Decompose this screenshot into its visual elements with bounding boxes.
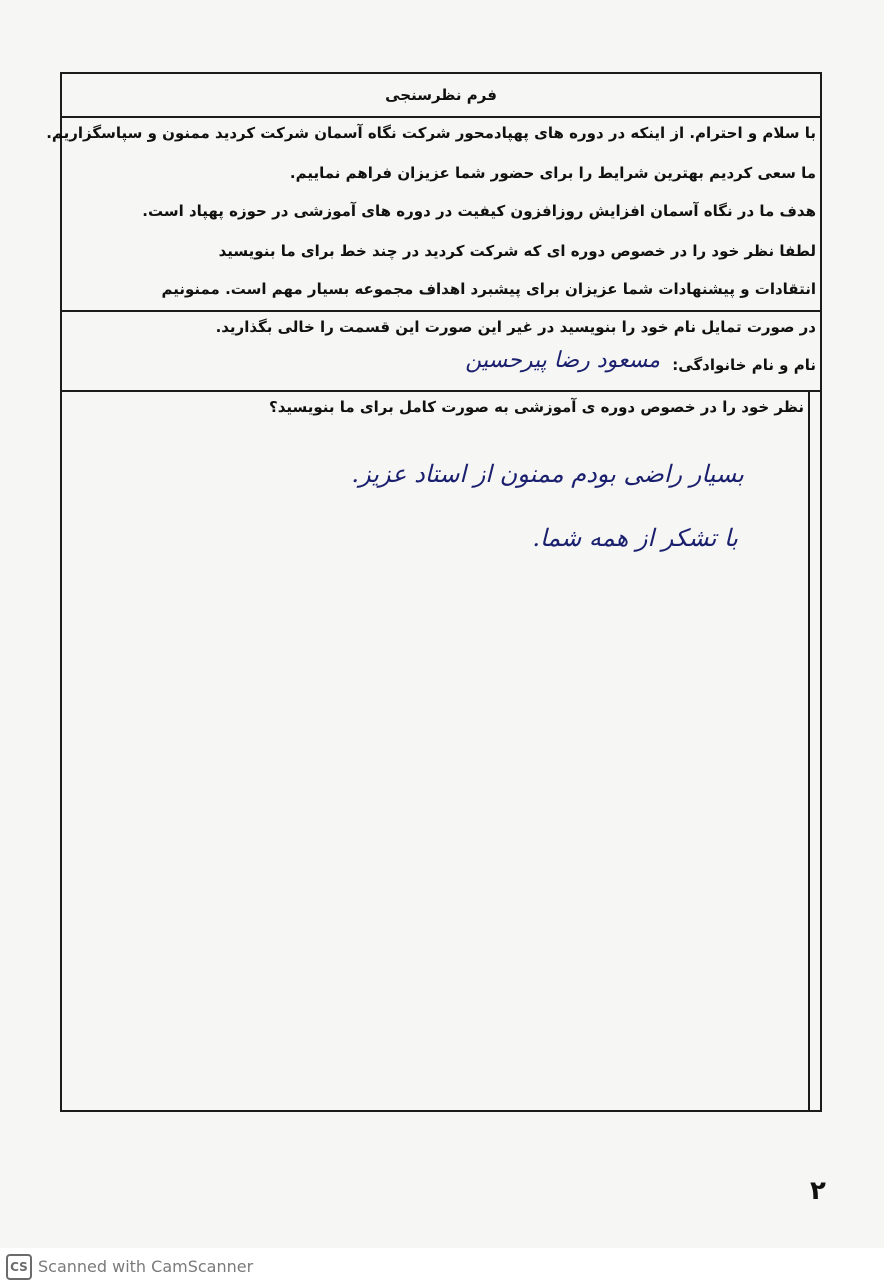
handwritten-comment-line: با تشکر از همه شما. [532, 524, 738, 552]
comment-question: نظر خود را در خصوص دوره ی آموزشی به صورت کامل برای ما بنویسید؟ [269, 398, 804, 416]
handwritten-name: مسعود رضا پیرحسین [465, 348, 660, 373]
name-label: نام و نام خانوادگی: [672, 356, 816, 374]
intro-line: لطفا نظر خود را در خصوص دوره ای که شرکت کردید در چند خط برای ما بنویسید [218, 242, 816, 260]
name-row [62, 312, 820, 392]
scanner-footer [0, 1248, 884, 1285]
camscanner-logo-icon: CS [6, 1254, 32, 1280]
intro-line: ما سعی کردیم بهترین شرایط را برای حضور شما عزیزان فراهم نماییم. [289, 164, 816, 182]
intro-row [46, 118, 820, 312]
survey-form-table [46, 72, 822, 1112]
intro-line: هدف ما در نگاه آسمان افزایش روزافزون کیفیت در دوره های آموزشی در حوزه پهپاد است. [142, 202, 816, 220]
scanner-watermark-label: Scanned with CamScanner [38, 1257, 254, 1276]
page-number: ۲ [810, 1176, 826, 1206]
name-instruction: در صورت تمایل نام خود را بنویسید در غیر این صورت این قسمت را خالی بگذارید. [215, 318, 816, 336]
intro-line: با سلام و احترام. از اینکه در دوره های پهپادمحور شرکت نگاه آسمان شرکت کردید ممنون و سپاسگزاریم. [46, 124, 816, 142]
comment-box [62, 392, 810, 1112]
form-title: فرم نظرسنجی [385, 86, 497, 104]
comment-row [62, 392, 820, 1112]
title-row [62, 74, 820, 118]
handwritten-comment-line: بسیار راضی بودم ممنون از استاد عزیز. [351, 460, 744, 488]
intro-line: انتقادات و پیشنهادات شما عزیزان برای پیشبرد اهداف مجموعه بسیار مهم است. ممنونیم [161, 280, 816, 298]
